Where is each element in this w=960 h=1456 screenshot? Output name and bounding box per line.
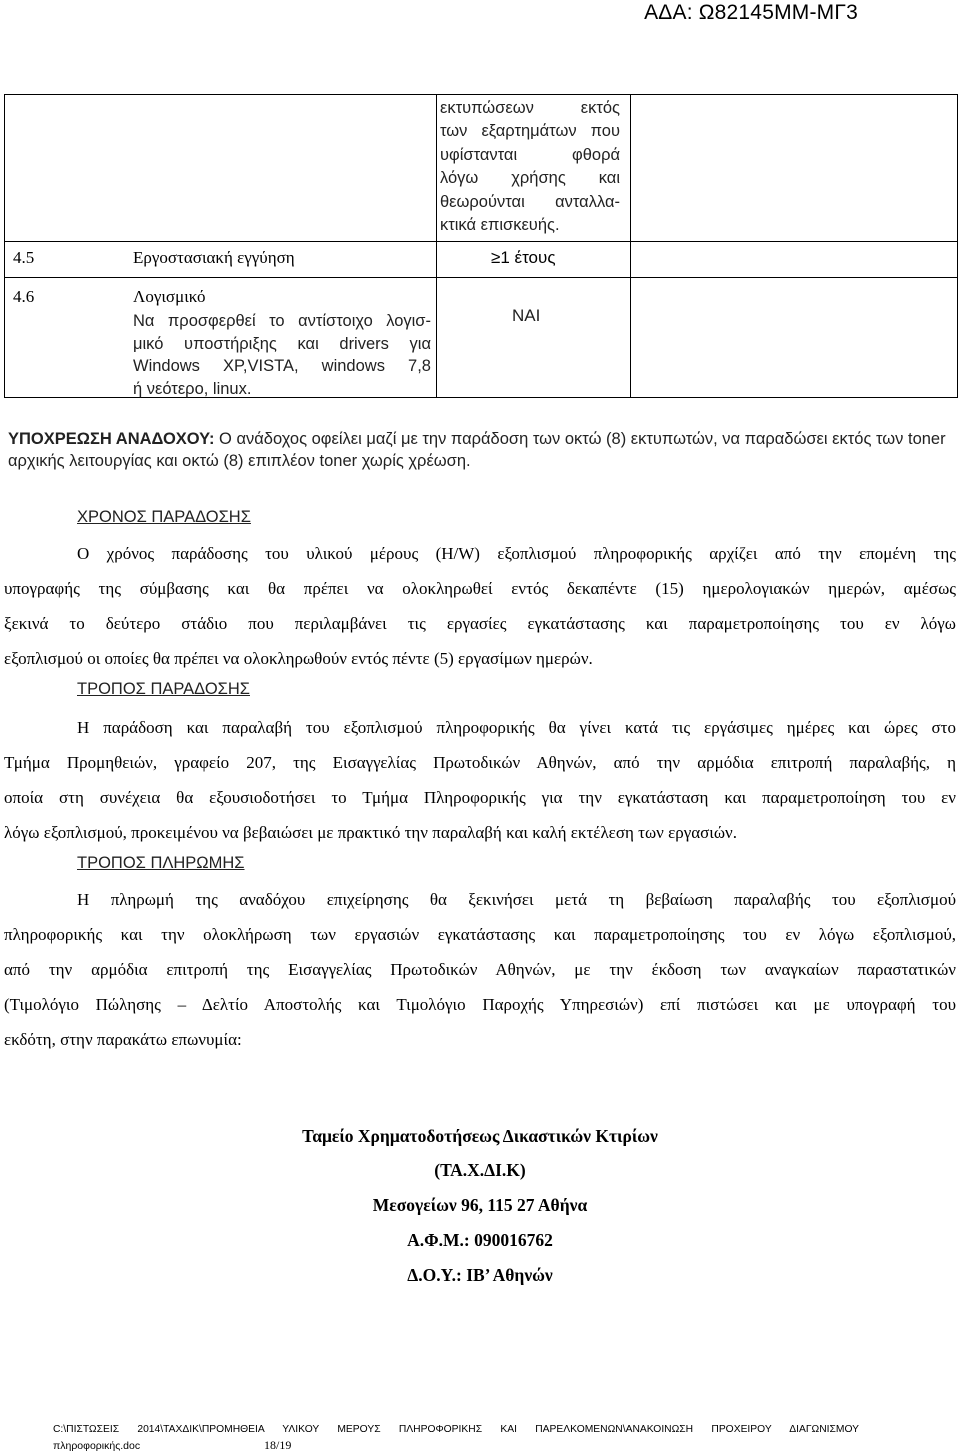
row2-number: 4.5 — [13, 248, 35, 267]
delivery-method-heading: ΤΡΟΠΟΣ ΠΑΡΑΔΟΣΗΣ — [77, 680, 250, 698]
contractor-obligation — [8, 428, 956, 472]
text-line: θεωρούνται ανταλλα- — [440, 192, 620, 211]
payee-address: Μεσογείων 96, 115 27 Αθήνα — [372, 1195, 588, 1215]
row1-requirement-text — [440, 97, 620, 237]
text-line: Η πληρωμή της αναδόχου επιχείρησης θα ξεκινήσει μετά τη βεβαίωση παραλαβής του εξοπλισμού — [77, 890, 956, 909]
payment-method-heading: ΤΡΟΠΟΣ ΠΛΗΡΩΜΗΣ — [77, 854, 245, 872]
ada-code: ΑΔΑ: Ω82145ΜΜ-ΜΓ3 — [644, 1, 858, 24]
row3-number: 4.6 — [13, 287, 35, 306]
text-line: των εξαρτημάτων που — [440, 122, 620, 141]
text-line: ή νεότερο, linux. — [133, 379, 252, 398]
obligation-heading: ΥΠΟΧΡΕΩΣΗ ΑΝΑΔΟΧΟΥ: — [8, 430, 215, 448]
payee-doy: Δ.Ο.Υ.: ΙΒ’ Αθηνών — [407, 1265, 553, 1285]
text-line: λόγω εξοπλισμού, προκειμένου να βεβαιώσει με πρακτικό την παραλαβή και καλή εκτέλεση των εργασιών. — [4, 823, 737, 842]
text-line: μικό υποστήριξης και drivers για — [133, 334, 431, 353]
delivery-method-paragraph — [4, 710, 956, 850]
footer-path: C:\ΠΙΣΤΩΣΕΙΣ 2014\ΤΑΧΔΙΚ\ΠΡΟΜΗΘΕΙΑ ΥΛΙΚΟΥ ΜΕΡΟΥΣ ΠΛΗΡΟΦΟΡΙΚΗΣ ΚΑΙ ΠΑΡΕΛΚΟΜΕΝΩΝ\ΑΝΑΚΟΙΝΩΣΗ ΠΡΟΧΕΙΡΟΥ ΔΙΑΓΩΝΙΣΜΟΥ — [53, 1424, 859, 1435]
text-line: Τμήμα Προμηθειών, γραφείο 207, της Εισαγγελίας Πρωτοδικών Αθηνών, από την αρμόδια επιτροπή παραλαβής, η — [4, 753, 956, 772]
text-line: λόγω χρήσης και — [440, 169, 620, 188]
delivery-time-heading: ΧΡΟΝΟΣ ΠΑΡΑΔΟΣΗΣ — [77, 508, 251, 526]
payee-abbreviation: (ΤΑ.Χ.ΔΙ.Κ) — [434, 1160, 526, 1180]
text-line: οποία στη συνέχεια θα εξουσιοδοτήσει το Τμήμα Πληροφορικής για την εγκατάσταση και παραμετροποίηση του εν — [4, 788, 956, 807]
text-line: εξοπλισμού οι οποίες θα πρέπει να ολοκληρωθούν εντός πέντε (5) εργασίμων ημερών. — [4, 649, 593, 668]
text-line: (Τιμολόγιο Πώλησης – Δελτίο Αποστολής και Τιμολόγιο Παροχής Υπηρεσιών) επί πιστώσει και με υπογραφή του — [4, 995, 956, 1014]
payee-afm: Α.Φ.Μ.: 090016762 — [407, 1230, 553, 1250]
text-line: Windows XP,VISTA, windows 7,8 — [133, 357, 431, 375]
row3-requirement: ΝΑΙ — [512, 306, 541, 325]
text-line: ξεκινά το δεύτερο στάδιο που περιλαμβάνει τις εργασίες εγκατάστασης και παραμετροποίησης του εν λόγω — [4, 614, 956, 633]
text-line: Ο χρόνος παράδοσης του υλικού μέρους (H/W) εξοπλισμού πληροφορικής αρχίζει από την επομένη της — [77, 544, 956, 563]
text-line: υπογραφής της σύμβασης και θα πρέπει να ολοκληρωθεί εντός δεκαπέντε (15) ημερολογιακών ημερών, αμέσως — [4, 579, 956, 598]
text-line: υφίστανται φθορά — [440, 145, 620, 164]
text-line: από την αρμόδια επιτροπή της Εισαγγελίας Πρωτοδικών Αθηνών, με την έκδοση των αναγκαίων παραστατικών — [4, 960, 956, 979]
text-line: Η παράδοση και παραλαβή του εξοπλισμού πληροφορικής θα γίνει κατά τις εργάσιμες ημέρες και ώρες στο — [77, 718, 956, 737]
obligation-text: Ο ανάδοχος οφείλει μαζί με την παράδοση των οκτώ (8) εκτυπωτών, να παραδώσει εκτός των toner αρχικής λειτουργίας και οκτώ (8) επιπλέον toner χωρίς χρέωση. — [8, 430, 946, 470]
row2-requirement: ≥1 έτους — [491, 248, 556, 267]
row3-description — [133, 310, 431, 400]
text-line: εκτυπώσεων εκτός — [440, 99, 620, 117]
row3-label: Λογισμικό — [133, 287, 206, 306]
text-line: πληροφορικής και την ολοκλήρωση των εργασιών εγκατάστασης και παραμετροποίησης του εν λόγω εξοπλισμού, — [4, 925, 956, 944]
payee-name: Ταμείο Χρηματοδοτήσεως Δικαστικών Κτιρίων — [302, 1126, 658, 1146]
text-line: κτικά επισκευής. — [440, 216, 560, 235]
text-line: Να προσφερθεί το αντίστοιχο λογισ- — [133, 312, 431, 330]
text-line: εκδότη, στην παρακάτω επωνυμία: — [4, 1030, 242, 1049]
delivery-time-paragraph — [4, 536, 956, 676]
payment-method-paragraph — [4, 882, 956, 1057]
footer-filename: πληροφορικής.doc — [53, 1440, 141, 1452]
footer-page-number: 18/19 — [264, 1438, 292, 1452]
row2-label: Εργοστασιακή εγγύηση — [133, 248, 295, 267]
